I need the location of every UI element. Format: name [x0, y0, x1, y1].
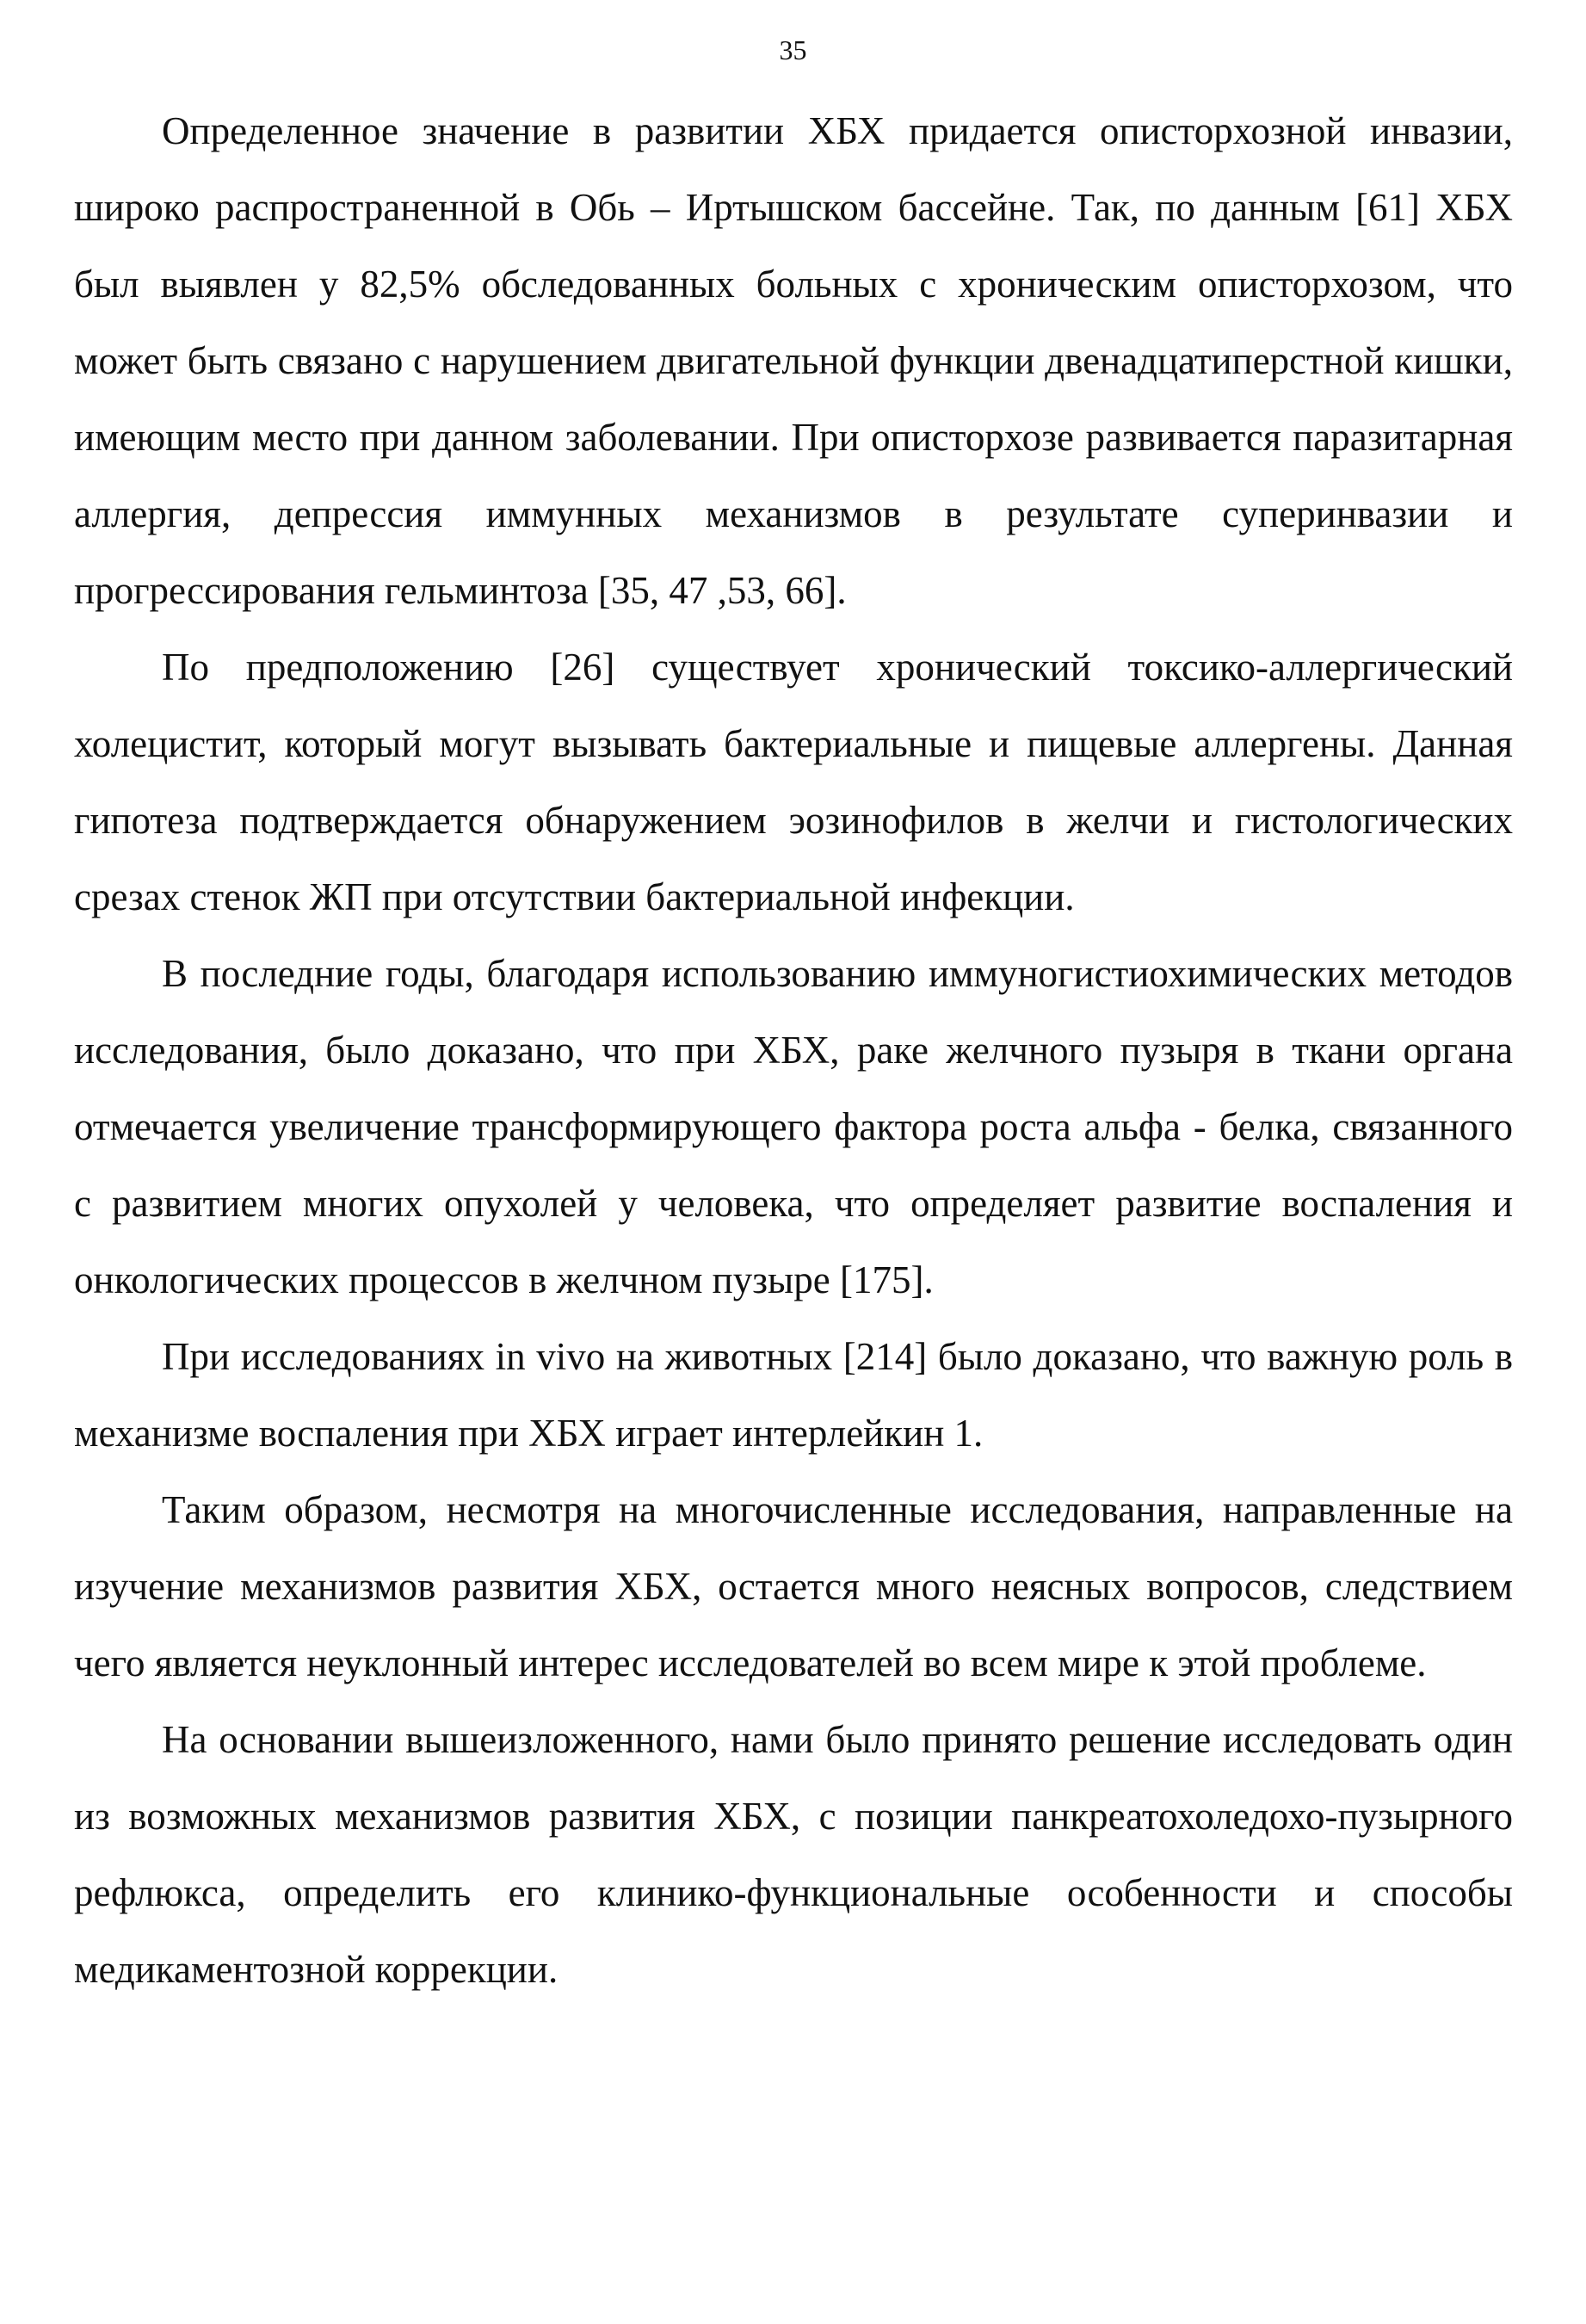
- body-text: [74, 93, 1513, 2008]
- paragraph-toxic-allergic: По предположению [26] существует хронический токсико-аллергический холецистит, который могут вызывать бактериальные и пищевые аллергены. Данная гипотеза подтверждается обнаружением эозинофилов в желчи и гистологических срезах стенок ЖП при отсутствии бактериальной инфекции.: [74, 646, 1513, 918]
- paragraph-in-vivo: При исследованиях in vivo на животных [214] было доказано, что важную роль в механизме воспаления при ХБХ играет интерлейкин 1.: [74, 1335, 1513, 1455]
- paragraph-research-decision: На основании вышеизложенного, нами было принято решение исследовать один из возможных механизмов развития ХБХ, с позиции панкреатохоледохо-пузырного рефлюкса, определить его клинико-функциональные особенности и способы медикаментозной коррекции.: [74, 1718, 1513, 1991]
- paragraph-conclusion: Таким образом, несмотря на многочисленные исследования, направленные на изучение механизмов развития ХБХ, остается много неясных вопросов, следствием чего является неуклонный интерес исследователей во всем мире к этой проблеме.: [74, 1488, 1513, 1684]
- paragraph-immunohistochemistry: В последние годы, благодаря использованию иммуногистиохимических методов исследования, было доказано, что при ХБХ, раке желчного пузыря в ткани органа отмечается увеличение трансформирующего фактора роста альфа - белка, связанного с развитием многих опухолей у человека, что определяет развитие воспаления и онкологических процессов в желчном пузыре [175].: [74, 952, 1513, 1301]
- page-number: 35: [779, 34, 807, 65]
- paragraph-opisthorchiasis: Определенное значение в развитии ХБХ придается описторхозной инвазии, широко распространенной в Обь – Иртышском бассейне. Так, по данным [61] ХБХ был выявлен у 82,5% обследованных больных с хроническим описторхозом, что может быть связано с нарушением двигательной функции двенадцатиперстной кишки, имеющим место при данном заболевании. При описторхозе развивается паразитарная аллергия, депрессия иммунных механизмов в результате суперинвазии и прогрессирования гельминтоза [35, 47 ,53, 66].: [74, 109, 1513, 612]
